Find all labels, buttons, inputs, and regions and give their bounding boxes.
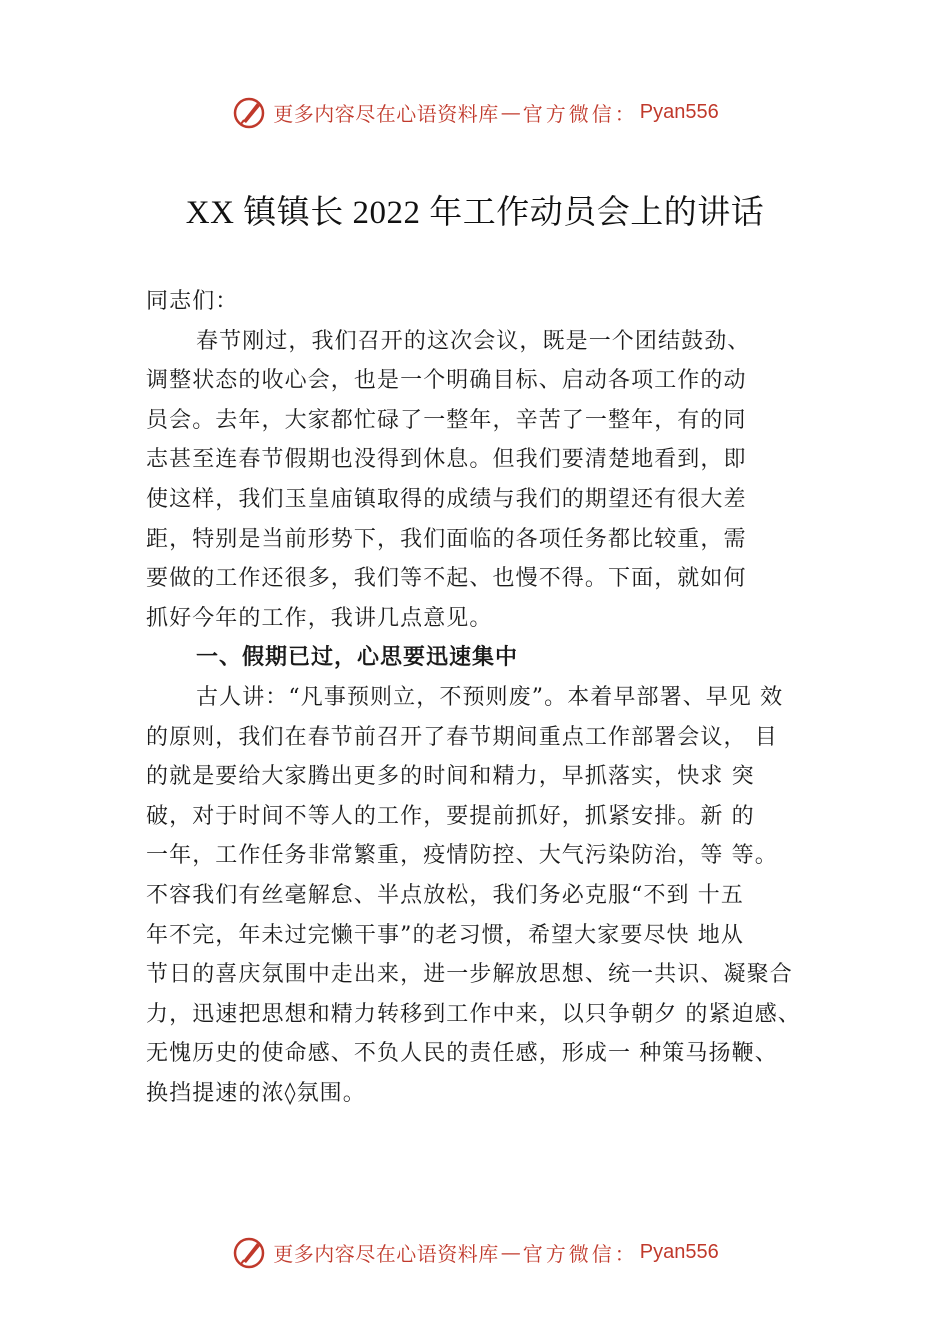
quill-logo-icon [231,1234,267,1270]
watermark-wechat-id: Pyan556 [639,100,719,123]
watermark-separator: — [500,100,521,124]
paragraph-line: 破，对于时间不等人的工作，要提前抓好，抓紧安排。新 的 [146,803,755,829]
paragraph-line: 无愧历史的使命感、不负人民的责任感，形成一 种策马扬鞭、 [146,1041,778,1067]
paragraph-line: 的就是要给大家腾出更多的时间和精力，早抓落实，快求 突 [146,764,755,790]
paragraph-line: 节日的喜庆氛围中走出来，进一步解放思想、统一共识、凝聚合 [146,962,793,988]
paragraph-line: 换挡提速的浓◊氛围。 [146,1080,366,1106]
paragraph-line: 抓好今年的工作，我讲几点意见。 [146,605,493,631]
watermark-text: 更多内容尽在心语资料库 [273,1241,499,1266]
watermark-wechat-label: 官方微信： [522,101,638,126]
document-title: XX 镇镇长 2022 年工作动员会上的讲话 [185,195,765,231]
watermark-text: 更多内容尽在心语资料库 [273,101,499,126]
watermark-wechat-label: 官方微信： [522,1241,638,1266]
paragraph-line: 的原则，我们在春节前召开了春节期间重点工作部署会议， 目 [146,724,778,750]
paragraph-line: 春节刚过，我们召开的这次会议，既是一个团结鼓劲、 [196,328,751,354]
document-body [146,282,846,1113]
greeting: 同志们： [146,289,239,314]
paragraph-line: 使这样，我们玉皇庙镇取得的成绩与我们的期望还有很大差 [146,486,747,512]
quill-logo-icon [231,94,267,130]
paragraph-2 [146,678,846,1114]
paragraph-line: 员会。去年，大家都忙碌了一整年，辛苦了一整年，有的同 [146,407,747,433]
paragraph-line: 距，特别是当前形势下，我们面临的各项任务都比较重，需 [146,526,747,552]
paragraph-line: 调整状态的收心会，也是一个明确目标、启动各项工作的动 [146,368,747,394]
paragraph-line: 力，迅速把思想和精力转移到工作中来，以只争朝夕 的紧迫感、 [146,1001,801,1027]
watermark-separator: — [500,1240,521,1264]
paragraph-line: 一年，工作任务非常繁重，疫情防控、大气污染防治，等 等。 [146,843,778,869]
watermark-banner-bottom [0,1232,950,1272]
paragraph-line: 古人讲：“凡事预则立，不预则废”。本着早部署、早见 效 [196,684,784,710]
watermark-banner-top [0,92,950,132]
paragraph-line: 要做的工作还很多，我们等不起、也慢不得。下面，就如何 [146,566,747,592]
section-heading: 一、假期已过，心思要迅速集中 [196,645,519,671]
paragraph-line: 志甚至连春节假期也没得到休息。但我们要清楚地看到，即 [146,447,747,473]
watermark-wechat-id: Pyan556 [639,1240,719,1263]
paragraph-line: 年不完，年未过完懒干事”的老习惯，希望大家要尽快 地从 [146,922,744,948]
paragraph-1 [146,322,846,639]
paragraph-line: 不容我们有丝毫解怠、半点放松，我们务必克服“不到 十五 [146,882,744,908]
